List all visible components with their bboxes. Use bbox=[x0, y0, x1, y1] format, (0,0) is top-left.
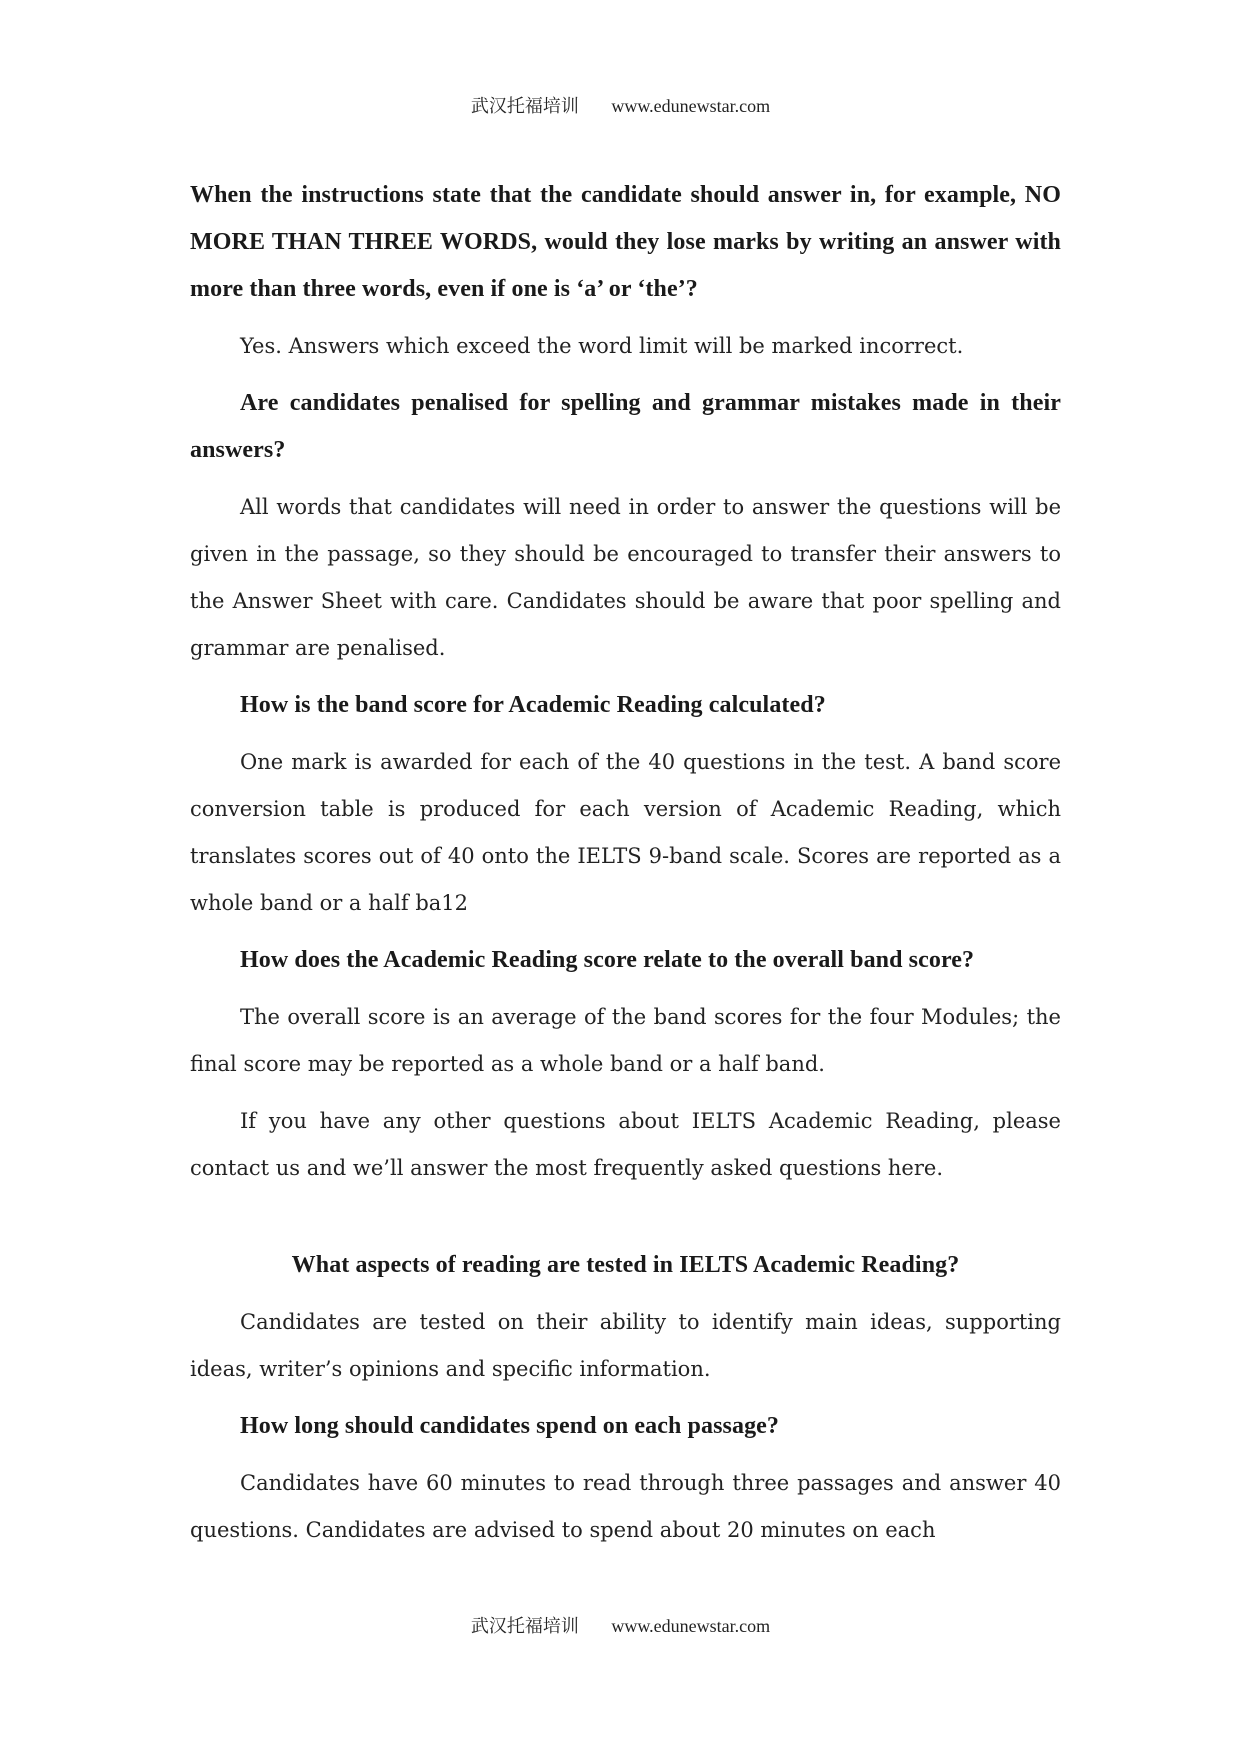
page-header bbox=[0, 92, 1241, 118]
answer-aspects-tested: Candidates are tested on their ability to identify main ideas, supporting ideas, writer’s opinions and specific information. bbox=[190, 1310, 1061, 1381]
answer-spelling-grammar: All words that candidates will need in order to answer the questions will be given in the passage, so they should be encouraged to transfer their answers to the Answer Sheet with care. Candidates should be aware that poor spelling and grammar are penalised. bbox=[190, 495, 1061, 660]
question-spelling-grammar: Are candidates penalised for spelling and grammar mistakes made in their answers? bbox=[190, 390, 1061, 463]
answer-band-score: One mark is awarded for each of the 40 questions in the test. A band score conversion table is produced for each version of Academic Reading, which translates scores out of 40 onto the IELTS 9-band scale. Scores are reported as a whole band or a half ba12 bbox=[190, 750, 1061, 915]
header-site: www.edunewstar.com bbox=[611, 96, 771, 116]
contact-paragraph: If you have any other questions about IELTS Academic Reading, please contact us and we’ll answer the most frequently asked questions here. bbox=[190, 1109, 1061, 1180]
page-footer bbox=[0, 1612, 1241, 1638]
answer-word-limit: Yes. Answers which exceed the word limit will be marked incorrect. bbox=[240, 334, 964, 358]
footer-site: www.edunewstar.com bbox=[611, 1616, 771, 1636]
question-aspects-tested: What aspects of reading are tested in IELTS Academic Reading? bbox=[291, 1252, 960, 1278]
question-word-limit: When the instructions state that the candidate should answer in, for example, NO MORE THAN THREE WORDS, would they lose marks by writing an answer with more than three words, even if one is ‘a’ or ‘the’? bbox=[190, 182, 1061, 302]
question-time-per-passage: How long should candidates spend on each passage? bbox=[240, 1413, 780, 1439]
question-overall-score: How does the Academic Reading score relate to the overall band score? bbox=[240, 947, 975, 973]
answer-time-per-passage: Candidates have 60 minutes to read through three passages and answer 40 questions. Candidates are advised to spend about 20 minutes on each bbox=[190, 1471, 1061, 1542]
question-band-score: How is the band score for Academic Reading calculated? bbox=[240, 692, 826, 718]
header-org: 武汉托福培训 bbox=[470, 96, 579, 116]
answer-overall-score: The overall score is an average of the band scores for the four Modules; the final score may be reported as a whole band or a half band. bbox=[190, 1005, 1061, 1076]
footer-org: 武汉托福培训 bbox=[470, 1616, 579, 1636]
document-body bbox=[190, 172, 1061, 1554]
